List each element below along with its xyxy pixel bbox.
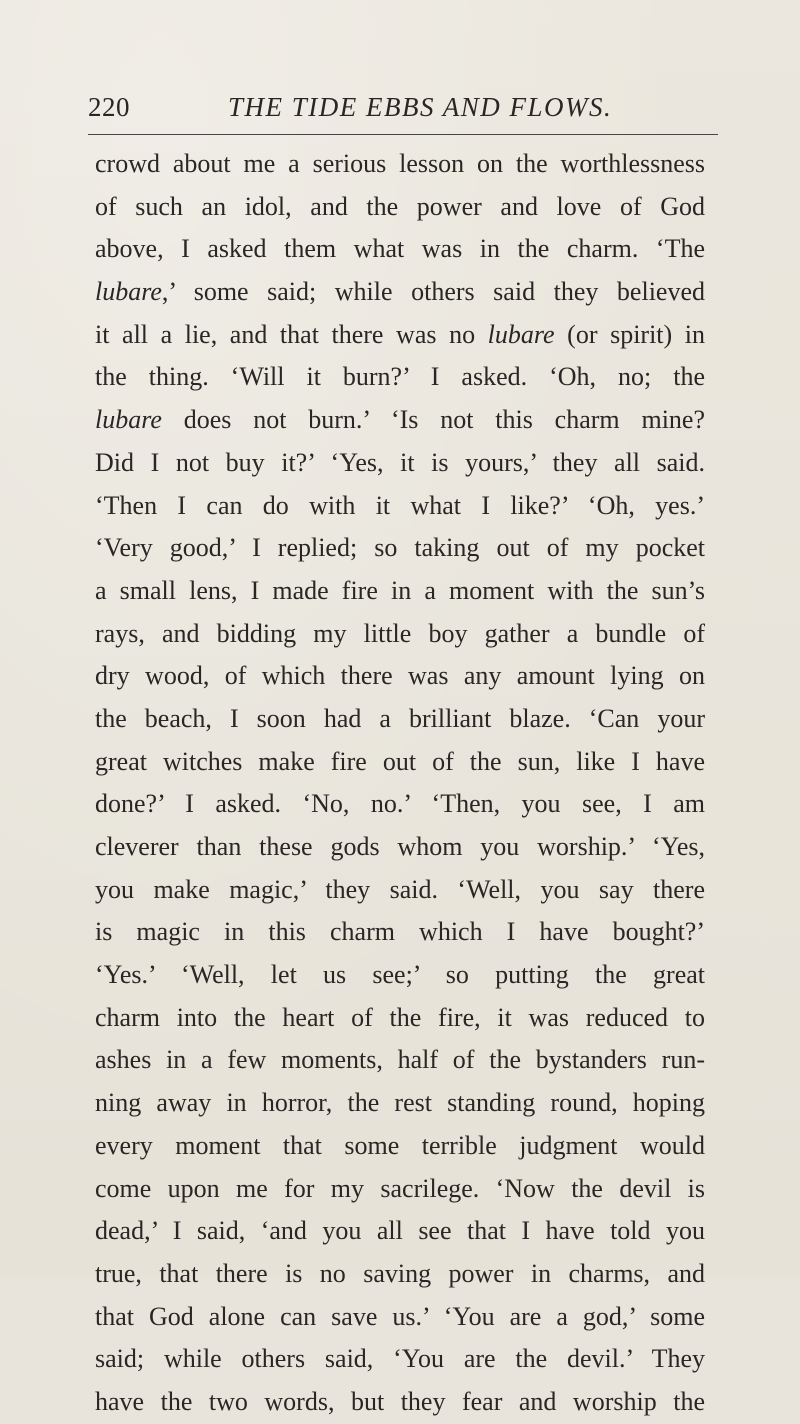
- text-line: true, that there is no saving power in charms, and: [95, 1258, 705, 1288]
- body-text: [95, 143, 705, 1424]
- text-line: above, I asked them what was in the charm. ‘The: [95, 234, 705, 264]
- text-line: ‘Yes.’ ‘Well, let us see;’ so putting the great: [95, 960, 705, 990]
- text-line: dry wood, of which there was any amount lying on: [95, 661, 705, 691]
- text-line: lubare,’ some said; while others said they believed: [95, 277, 705, 307]
- text-line: cleverer than these gods whom you worship.’ ‘Yes,: [95, 832, 705, 861]
- header-rule: [88, 134, 718, 135]
- text-line: of such an idol, and the power and love of God: [95, 191, 705, 221]
- text-line: every moment that some terrible judgment would: [95, 1130, 705, 1160]
- text-line: ning away in horror, the rest standing round, hoping: [95, 1088, 705, 1118]
- text-line: crowd about me a serious lesson on the worthlessness: [95, 149, 705, 178]
- text-line: said; while others said, ‘You are the devil.’ They: [95, 1344, 705, 1374]
- text-line: ‘Very good,’ I replied; so taking out of my pocket: [95, 533, 705, 563]
- text-line: ashes in a few moments, half of the bystanders run-: [95, 1045, 705, 1075]
- text-line: charm into the heart of the fire, it was reduced to: [95, 1002, 705, 1032]
- text-line: that God alone can save us.’ ‘You are a god,’ some: [95, 1301, 705, 1331]
- text-line: lubare does not burn.’ ‘Is not this charm mine?: [95, 405, 705, 435]
- text-line: come upon me for my sacrilege. ‘Now the devil is: [95, 1173, 705, 1203]
- page-number: 220: [88, 92, 130, 122]
- text-line: a small lens, I made fire in a moment with the sun’s: [95, 575, 705, 605]
- text-line: is magic in this charm which I have bought?’: [95, 917, 705, 947]
- text-line: the beach, I soon had a brilliant blaze. ‘Can your: [95, 703, 705, 733]
- text-line: done?’ I asked. ‘No, no.’ ‘Then, you see, I am: [95, 789, 705, 819]
- text-line: it all a lie, and that there was no lubare (or spirit) in: [95, 319, 705, 349]
- text-line: you make magic,’ they said. ‘Well, you say there: [95, 874, 705, 904]
- running-head: [88, 92, 728, 132]
- text-line: Did I not buy it?’ ‘Yes, it is yours,’ they all said.: [95, 447, 705, 477]
- text-line: great witches make fire out of the sun, like I have: [95, 746, 705, 776]
- text-line: dead,’ I said, ‘and you all see that I have told you: [95, 1216, 705, 1246]
- text-line: ‘Then I can do with it what I like?’ ‘Oh, yes.’: [95, 490, 705, 520]
- text-line: rays, and bidding my little boy gather a bundle of: [95, 618, 705, 648]
- text-line: the thing. ‘Will it burn?’ I asked. ‘Oh, no; the: [95, 362, 705, 392]
- running-title: THE TIDE EBBS AND FLOWS.: [228, 92, 613, 122]
- text-line: have the two words, but they fear and worship the: [95, 1386, 705, 1416]
